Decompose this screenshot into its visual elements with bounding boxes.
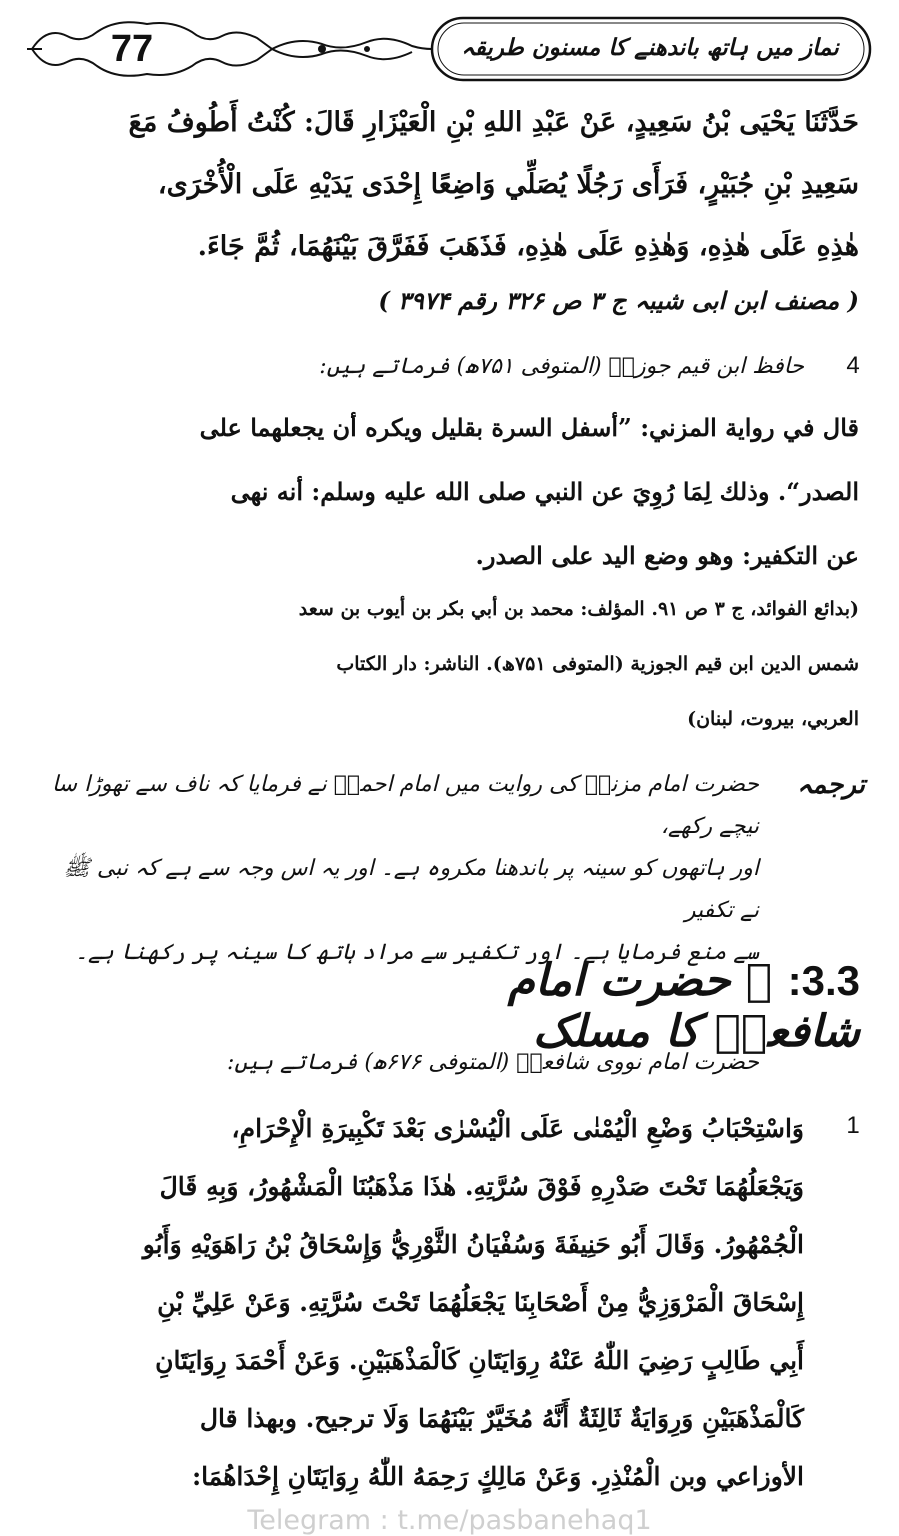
watermark: Telegram : t.me/pasbanehaq1 xyxy=(247,1505,652,1536)
text-line: العربي، بيروت، لبنان) xyxy=(687,708,859,730)
translation-label: ترجمہ xyxy=(797,770,865,800)
text-line: إِسْحَاقَ الْمَرْوَزِيُّ مِنْ أَصْحَابِنَا يَجْعَلُهُمَا تَحْتَ سُرَّتِهِ. وَعَنْ عَلِيِّ بْنِ xyxy=(157,1288,804,1317)
text-line: أَبِي طَالِبٍ رَضِيَ اللّٰهُ عَنْهُ رِوَايَتَانِ كَالْمَذْهَبَيْنِ. وَعَنْ أَحْمَدَ رِوَايَتَانِ xyxy=(155,1346,804,1375)
text-line: شمس الدين ابن قيم الجوزية (المتوفى ۷۵۱ھ). الناشر: دار الكتاب xyxy=(336,653,859,675)
item-number: 4 xyxy=(846,352,860,379)
text-line: حَدَّثَنَا يَحْيَى بْنُ سَعِيدٍ، عَنْ عَبْدِ اللهِ بْنِ الْعَيْزَارِ قَالَ: كُنْتُ أَطُوفُ مَعَ xyxy=(128,107,859,138)
text-line: سَعِيدِ بْنِ جُبَيْرٍ، فَرَأَى رَجُلًا يُصَلِّي وَاضِعًا إِحْدَى يَدَيْهِ عَلَى الْأُخْرَى، xyxy=(157,169,859,200)
page-header xyxy=(22,14,877,84)
arabic-quote xyxy=(39,396,859,588)
text-line: كَالْمَذْهَبَيْنِ وَرِوَايَةٌ ثَالِثَةٌ أَنَّهُ مُخَيَّرٌ بَيْنَهُمَا وَلَا ترجيح. وبهذا قال xyxy=(199,1404,804,1433)
hadith-reference: ( مصنف ابن ابی شیبہ ج ۳ ص ۳۲۶ رقم ۳۹۷۴ ) xyxy=(378,286,859,315)
text-line: اور ہاتھوں کو سینہ پر باندھنا مکروہ ہے۔ اور یہ اس وجہ سے ہے کہ نبی ﷺ نے تکفیر xyxy=(63,856,759,923)
nawawi-intro: حضرت امام نووی شافعیؒ (المتوفی ۶۷۶ھ) فرماتے ہیں: xyxy=(226,1050,759,1075)
text-line: قال في رواية المزني: ”أسفل السرة بقليل ويكره أن يجعلهما على xyxy=(199,413,859,442)
source-citation xyxy=(39,582,859,747)
text-line: الْجُمْهُورُ. وَقَالَ أَبُو حَنِيفَةَ وَسُفْيَانُ الثَّوْرِيُّ وَإِسْحَاقُ بْنُ رَاهَوَيْهِ وَأَبُو xyxy=(142,1230,804,1259)
text-line: الأوزاعي وبن الْمُنْذِرِ. وَعَنْ مَالِكٍ رَحِمَهُ اللّٰهُ رِوَايَتَانِ إِحْدَاهُمَا: xyxy=(191,1462,804,1491)
text-line: عن التكفير: وهو وضع اليد على الصدر. xyxy=(475,541,859,570)
item-number: 1 xyxy=(846,1112,860,1139)
section-number: 3.3: xyxy=(787,957,860,1004)
text-line: هٰذِهِ عَلَى هٰذِهِ، وَهٰذِهِ عَلَى هٰذِهِ، فَذَهَبَ فَفَرَّقَ بَيْنَهُمَا، ثُمَّ جَاءَ. xyxy=(197,231,859,262)
hadith-text xyxy=(39,92,859,278)
text-line: سے منع فرمایا ہے۔ اور تکفیر سے مراد ہاتھ کا سینہ پر رکھنا ہے۔ xyxy=(75,940,759,965)
section-title: ۔ حضرت امام شافعیؒ کا مسلک xyxy=(507,955,860,1057)
text-line: وَيَجْعَلُهُمَا تَحْتَ صَدْرِهِ فَوْقَ سُرَّتِهِ. هٰذَا مَذْهَبُنَا الْمَشْهُورُ، وَبِهِ قَالَ xyxy=(159,1172,804,1201)
running-title: نماز میں ہاتھ باندھنے کا مسنون طریقہ xyxy=(461,34,839,61)
page-number: 77 xyxy=(110,28,154,70)
text-line: (بدائع الفوائد، ج ۳ ص ۹۱. المؤلف: محمد بن أبي بكر بن أيوب بن سعد xyxy=(298,598,859,620)
text-line: وَاسْتِحْبَابُ وَضْعِ الْيُمْنٰى عَلَى الْيُسْرٰى بَعْدَ تَكْبِيرَةِ الْإِحْرَامِ، xyxy=(231,1114,804,1143)
translation-text xyxy=(39,764,759,974)
text-line: حضرت امام مزنیؒ کی روایت میں امام احمدؒ نے فرمایا کہ ناف سے تھوڑا سا نیچے رکھے، xyxy=(51,772,759,839)
item-intro: حافظ ابن قیم جوزیؒ (المتوفی ۷۵۱ھ) فرماتے ہیں: xyxy=(319,354,804,379)
text-line: الصدر“. وذلك لِمَا رُوِيَ عن النبي صلى الله عليه وسلم: أنه نهى xyxy=(230,477,859,506)
nawawi-text xyxy=(44,1100,804,1506)
